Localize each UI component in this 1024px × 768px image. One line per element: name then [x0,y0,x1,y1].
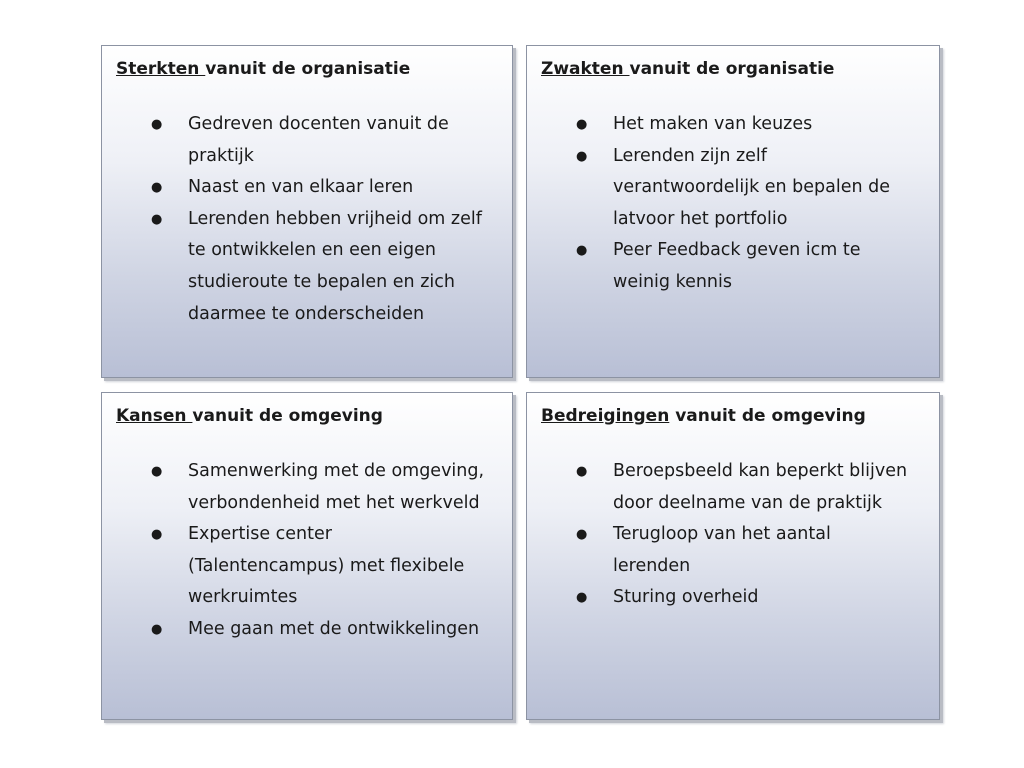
title-underlined: Kansen [116,406,193,426]
list-item [527,141,933,236]
list-item-text: Peer Feedback geven icm te weinig kennis [613,240,861,292]
bullet-list [527,109,933,299]
list-item [102,614,506,646]
quadrant-zwakten [526,45,940,378]
bullet-icon: ● [151,527,163,543]
list-item [527,235,933,298]
list-item [527,456,933,519]
title-underlined: Sterkten [116,59,206,79]
list-item-text: Samenwerking met de omgeving, verbondenheid met het werkveld [188,461,485,513]
list-item [102,456,506,519]
list-item-text: Expertise center (Talentencampus) met flexibele werkruimtes [188,524,465,608]
list-item [102,109,506,172]
list-item [102,172,506,204]
title-rest: vanuit de organisatie [205,59,411,79]
quadrant-kansen [101,392,513,720]
bullet-list [102,456,506,646]
bullet-icon: ● [576,464,588,479]
list-item-text: Gedreven docenten vanuit de praktijk [188,114,449,166]
list-item [527,109,933,141]
quadrant-title [116,406,383,426]
list-item-text: Terugloop van het aantal lerenden [613,524,831,576]
title-rest: vanuit de omgeving [192,406,383,426]
quadrant-title [541,59,834,79]
list-item-text: Beroepsbeeld kan beperkt blijven door deelname van de praktijk [613,461,908,513]
list-item-text: Mee gaan met de ontwikkelingen [188,618,480,639]
bullet-icon: ● [576,243,588,259]
title-rest: vanuit de organisatie [629,59,835,79]
bullet-icon: ● [151,180,163,196]
bullet-icon: ● [576,590,588,606]
quadrant-title [541,406,866,426]
list-item [527,519,933,582]
list-item-text: Het maken van keuzes [613,114,813,134]
bullet-icon: ● [151,464,163,479]
list-item [102,204,506,330]
bullet-list [102,109,506,330]
list-item [527,582,933,614]
title-underlined: Zwakten [541,59,630,79]
list-item [102,519,506,614]
quadrant-bedreigingen [526,392,940,720]
list-item-text: Naast en van elkaar leren [188,177,414,198]
bullet-icon: ● [576,148,588,164]
title-underlined: Bedreigingen [541,406,670,426]
bullet-icon: ● [151,211,163,227]
bullet-icon: ● [576,117,588,132]
quadrant-title [116,59,410,79]
bullet-icon: ● [151,117,163,132]
bullet-icon: ● [576,527,588,543]
title-rest: vanuit de omgeving [669,406,866,426]
quadrant-sterkten [101,45,513,378]
list-item-text: Lerenden hebben vrijheid om zelf te ontwikkelen en een eigen studieroute te bepalen en zich daarmee te onderscheiden [188,208,482,324]
list-item-text: Lerenden zijn zelf verantwoordelijk en bepalen de latvoor het portfolio [613,145,891,229]
bullet-icon: ● [151,621,163,637]
bullet-list [527,456,933,614]
list-item-text: Sturing overheid [613,587,759,608]
